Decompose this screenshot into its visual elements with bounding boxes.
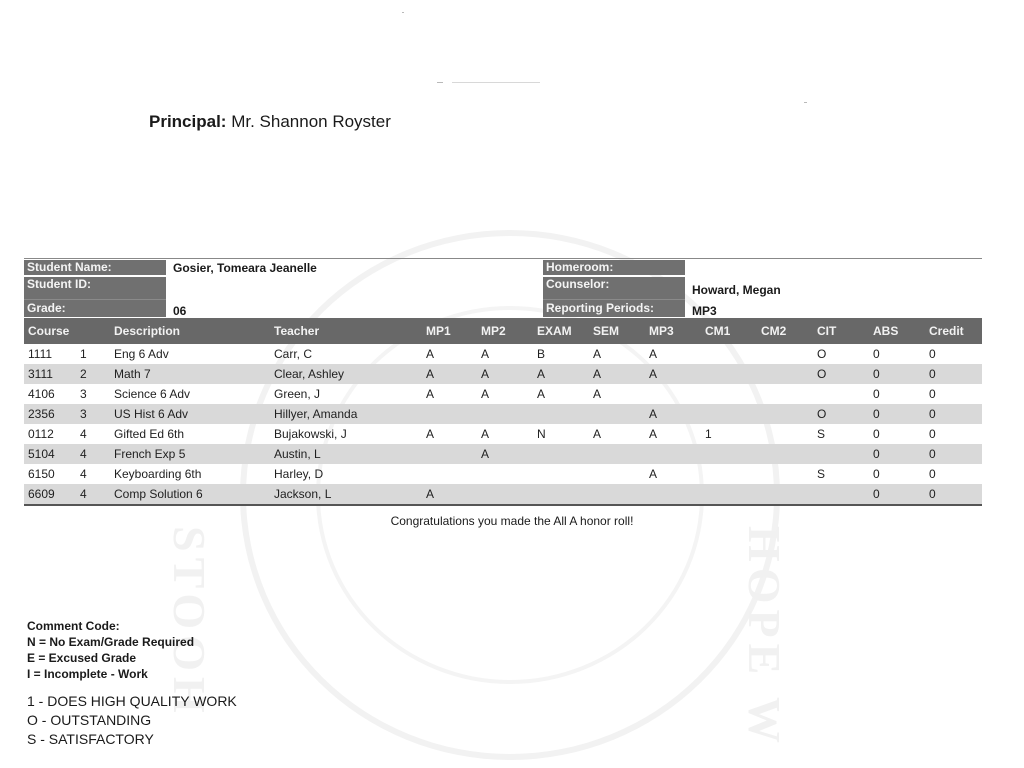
table-cell: French Exp 5 (110, 444, 270, 464)
table-cell (701, 364, 757, 384)
col-header: CM1 (701, 318, 757, 344)
table-cell (757, 404, 813, 424)
table-cell: A (481, 387, 490, 401)
counselor-label: Counselor: (543, 277, 685, 317)
col-header: CIT (813, 318, 869, 344)
table-cell: 0 (869, 404, 925, 424)
table-cell: A (533, 364, 589, 384)
table-cell: 4 (80, 427, 87, 441)
table-cell: A (649, 347, 658, 361)
table-cell: A (426, 427, 435, 441)
table-row (24, 424, 982, 444)
reporting-periods-value: MP3 (692, 304, 717, 318)
table-cell: 0 (925, 404, 982, 424)
col-header: ABS (869, 318, 925, 344)
table-row (24, 384, 982, 404)
table-cell (422, 404, 477, 424)
grade-label: Grade: (27, 301, 66, 315)
table-cell: B (537, 347, 546, 361)
table-cell (477, 404, 533, 424)
table-cell: 4 (76, 444, 110, 464)
table-header-row (24, 318, 982, 344)
honor-roll-message: Congratulations you made the All A honor roll! (390, 514, 634, 528)
table-cell: A (645, 364, 701, 384)
table-cell: A (593, 427, 602, 441)
table-cell: A (422, 484, 477, 505)
table-row (24, 344, 982, 364)
student-name-label: Student Name: (24, 260, 166, 275)
principal-line (149, 112, 391, 132)
table-cell: 4 (76, 484, 110, 505)
scan-speck (437, 82, 443, 83)
table-cell (533, 444, 589, 464)
table-row (24, 464, 982, 484)
counselor-value: Howard, Megan (692, 283, 781, 297)
table-cell: A (426, 387, 435, 401)
table-cell (422, 464, 477, 484)
table-cell: 1111 (28, 347, 53, 361)
comment-code-item: I = Incomplete - Work (27, 667, 148, 681)
table-cell: 0 (929, 347, 936, 361)
comment-code-legend (27, 618, 194, 682)
table-cell: O (817, 347, 827, 361)
table-cell: Comp Solution 6 (110, 484, 270, 505)
legend-item: 1 - DOES HIGH QUALITY WORK (27, 693, 237, 709)
col-header: Credit (925, 318, 982, 344)
col-header: Description (110, 318, 270, 344)
table-cell: Austin, L (270, 444, 422, 464)
table-row (24, 444, 982, 464)
table-cell: N (537, 427, 546, 441)
principal-label: Principal: (149, 112, 227, 131)
table-cell (701, 404, 757, 424)
table-cell: A (481, 427, 490, 441)
table-cell: Gifted Ed 6th (114, 427, 185, 441)
table-cell: Keyboarding 6th (114, 467, 202, 481)
col-header: MP1 (422, 318, 477, 344)
table-cell: A (589, 364, 645, 384)
scan-speck (452, 82, 540, 83)
legend-item: O - OUTSTANDING (27, 712, 152, 728)
table-cell: Harley, D (274, 467, 324, 481)
table-cell: 6150 (28, 467, 55, 481)
citizenship-legend (27, 692, 237, 749)
table-cell: Green, J (274, 387, 321, 401)
table-cell: 0 (925, 364, 982, 384)
scan-speck (402, 12, 404, 13)
table-cell: 1 (80, 347, 87, 361)
table-cell (757, 464, 813, 484)
table-cell (589, 484, 645, 505)
table-cell: 3 (76, 404, 110, 424)
table-cell: 0 (873, 347, 880, 361)
table-cell: S (817, 467, 826, 481)
table-cell (813, 384, 869, 404)
homeroom-label: Homeroom: (543, 260, 685, 275)
table-row (24, 484, 982, 505)
table-cell: A (649, 427, 658, 441)
table-cell (757, 444, 813, 464)
legend-item: S - SATISFACTORY (27, 731, 154, 747)
table-cell: 0 (873, 387, 880, 401)
col-header: SEM (589, 318, 645, 344)
table-cell: A (477, 364, 533, 384)
table-cell: 3 (80, 387, 87, 401)
table-cell: O (813, 404, 869, 424)
table-cell (645, 384, 701, 404)
table-cell: Science 6 Adv (114, 387, 191, 401)
student-name-value: Gosier, Tomeara Jeanelle (173, 261, 317, 275)
table-cell: Hillyer, Amanda (270, 404, 422, 424)
table-cell: A (426, 347, 435, 361)
table-row (24, 404, 982, 424)
table-cell (701, 464, 757, 484)
table-cell: 5104 (24, 444, 76, 464)
reporting-periods-label: Reporting Periods: (546, 301, 655, 315)
table-cell: A (649, 467, 658, 481)
table-cell (757, 364, 813, 384)
comment-code-item: E = Excused Grade (27, 651, 137, 665)
table-cell: 4106 (28, 387, 55, 401)
table-cell: A (593, 347, 602, 361)
table-cell (757, 344, 813, 364)
table-cell: 0 (925, 484, 982, 505)
table-cell: 0 (929, 467, 936, 481)
table-cell: 2 (76, 364, 110, 384)
table-cell (645, 484, 701, 505)
table-cell: 0 (869, 484, 925, 505)
table-cell: 0 (929, 387, 936, 401)
table-cell (422, 444, 477, 464)
table-row (24, 364, 982, 384)
table-cell (701, 344, 757, 364)
comment-code-title: Comment Code: (27, 619, 120, 633)
table-cell: A (645, 404, 701, 424)
table-cell (645, 444, 701, 464)
table-cell (589, 464, 645, 484)
table-cell: 0 (873, 427, 880, 441)
table-cell: Jackson, L (270, 484, 422, 505)
table-cell: A (477, 444, 533, 464)
table-cell (813, 484, 869, 505)
table-cell: A (593, 387, 602, 401)
table-cell: 3111 (24, 364, 76, 384)
col-header: Teacher (270, 318, 422, 344)
scan-speck (804, 102, 807, 103)
table-cell (533, 464, 589, 484)
col-header: MP3 (645, 318, 701, 344)
col-header: EXAM (533, 318, 589, 344)
table-cell (589, 404, 645, 424)
table-cell (701, 484, 757, 505)
table-cell (533, 404, 589, 424)
table-cell: Carr, C (274, 347, 313, 361)
table-cell: 0 (929, 427, 936, 441)
comment-code-item: N = No Exam/Grade Required (27, 635, 195, 649)
col-header (76, 318, 110, 344)
table-cell (477, 464, 533, 484)
table-cell (589, 444, 645, 464)
grades-table (24, 318, 982, 506)
col-header: Course (24, 318, 76, 344)
table-cell (813, 444, 869, 464)
col-header: MP2 (477, 318, 533, 344)
table-cell (757, 384, 813, 404)
table-cell: S (817, 427, 826, 441)
table-cell: Clear, Ashley (270, 364, 422, 384)
table-cell: Bujakowski, J (274, 427, 347, 441)
table-cell: 1 (705, 427, 712, 441)
table-cell: 0 (925, 444, 982, 464)
table-cell (701, 384, 757, 404)
table-cell: 2356 (24, 404, 76, 424)
table-cell: 0112 (28, 427, 54, 441)
grade-value: 06 (173, 304, 187, 318)
school-seal-watermark: STOOH HOPE W (240, 230, 780, 760)
table-cell: A (481, 347, 490, 361)
table-cell: 0 (873, 467, 880, 481)
student-id-label: Student ID: (24, 277, 166, 317)
table-cell: O (813, 364, 869, 384)
table-cell: 6609 (24, 484, 76, 505)
principal-name: Mr. Shannon Royster (231, 112, 391, 131)
table-cell: 0 (869, 444, 925, 464)
table-cell: Eng 6 Adv (114, 347, 169, 361)
table-cell: US Hist 6 Adv (110, 404, 270, 424)
table-cell: A (422, 364, 477, 384)
table-cell (757, 484, 813, 505)
table-cell: A (537, 387, 546, 401)
table-cell (533, 484, 589, 505)
table-cell: 4 (80, 467, 87, 481)
table-cell: Math 7 (110, 364, 270, 384)
col-header: CM2 (757, 318, 813, 344)
table-cell (757, 424, 813, 444)
table-cell (701, 444, 757, 464)
table-cell (477, 484, 533, 505)
table-cell: 0 (869, 364, 925, 384)
student-info-header (24, 258, 982, 318)
